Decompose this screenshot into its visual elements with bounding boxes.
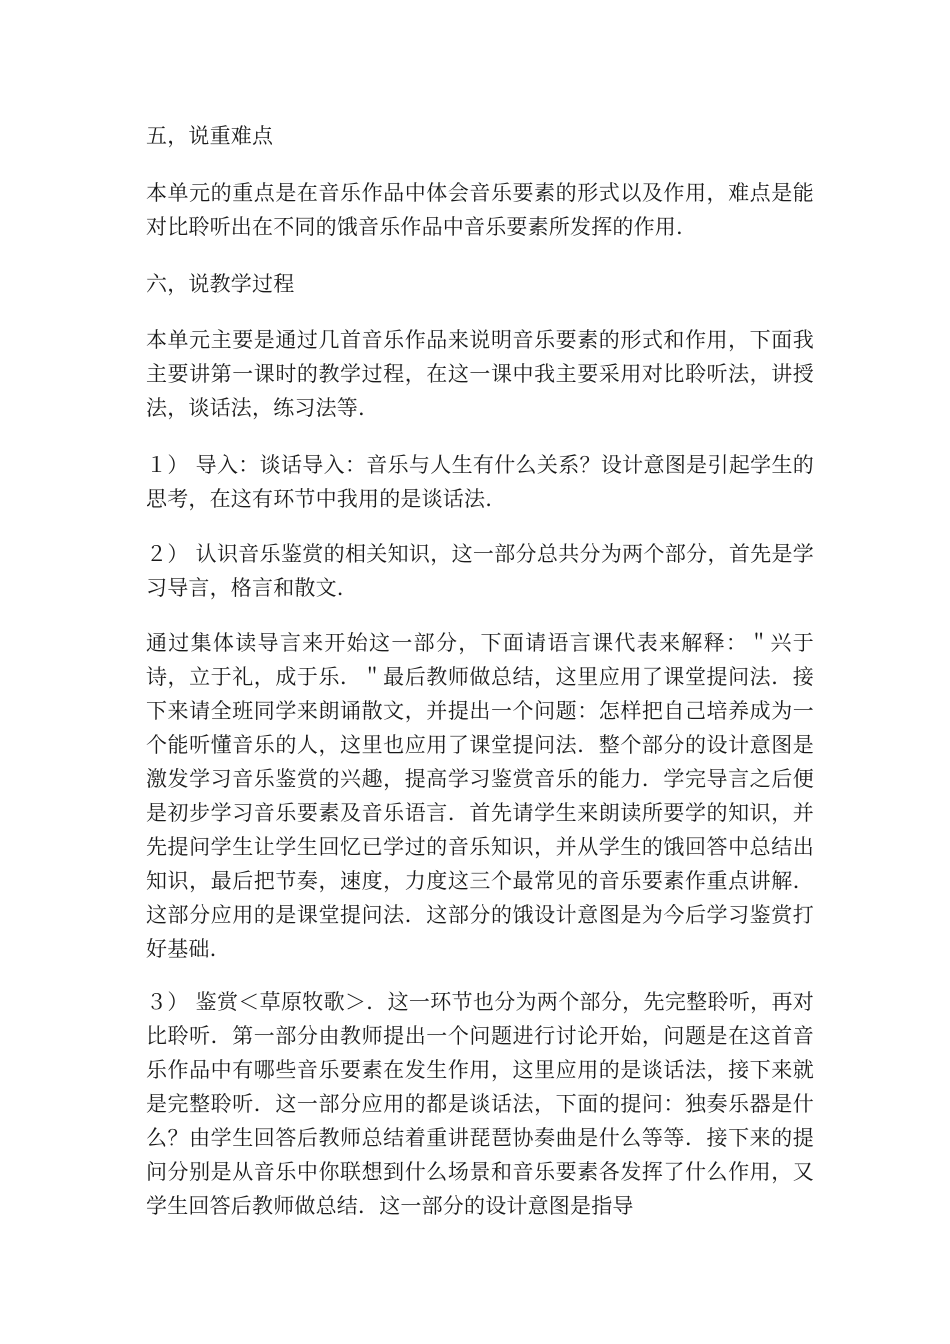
section-heading-difficulties: 五，说重难点 xyxy=(146,124,274,148)
section-heading-teaching-process: 六，说教学过程 xyxy=(146,272,295,296)
paragraph-preface-reading: 通过集体读导言来开始这一部分，下面请语言课代表来解释：＂兴于诗，立于礼，成于乐．＂最后教师做总结，这里应用了课堂提问法．接下来请全班同学来朗诵散文，并提出一个问题：怎样把自己培养成为一个能听懂音乐的人，这里也应用了课堂提问法．整个部分的设计意图是激发学习音乐鉴赏的兴趣，提高学习鉴赏音乐的能力．学完导言之后便是初步学习音乐要素及音乐语言．首先请学生来朗读所要学的知识，并先提问学生让学生回忆已学过的音乐知识，并从学生的饿回答中总结出知识，最后把节奏，速度，力度这三个最常见的音乐要素作重点讲解．这部分应用的是课堂提问法．这部分的饿设计意图是为今后学习鉴赏打好基础. xyxy=(146,631,814,961)
paragraph-step-2-knowledge: ２） 认识音乐鉴赏的相关知识，这一部分总共分为两个部分，首先是学习导言，格言和散文. xyxy=(146,542,814,600)
paragraph-key-points: 本单元的重点是在音乐作品中体会音乐要素的形式以及作用，难点是能对比聆听出在不同的饿音乐作品中音乐要素所发挥的作用. xyxy=(146,181,814,239)
paragraph-step-3-appreciation: ３） 鉴赏＜草原牧歌＞．这一环节也分为两个部分，先完整聆听，再对比聆听．第一部分由教师提出一个问题进行讨论开始，问题是在这首音乐作品中有哪些音乐要素在发生作用，这里应用的是谈话法，接下来就是完整聆听．这一部分应用的都是谈话法，下面的提问：独奏乐器是什么？由学生回答后教师总结着重讲琵琶协奏曲是什么等等．接下来的提问分别是从音乐中你联想到什么场景和音乐要素各发挥了什么作用，又学生回答后教师做总结．这一部分的设计意图是指导 xyxy=(146,990,814,1218)
paragraph-unit-overview: 本单元主要是通过几首音乐作品来说明音乐要素的形式和作用，下面我主要讲第一课时的教学过程，在这一课中我主要采用对比聆听法，讲授法，谈话法，练习法等. xyxy=(146,328,814,420)
paragraph-step-1-introduction: １） 导入：谈话导入：音乐与人生有什么关系？设计意图是引起学生的思考，在这有环节中我用的是谈话法. xyxy=(146,453,814,511)
